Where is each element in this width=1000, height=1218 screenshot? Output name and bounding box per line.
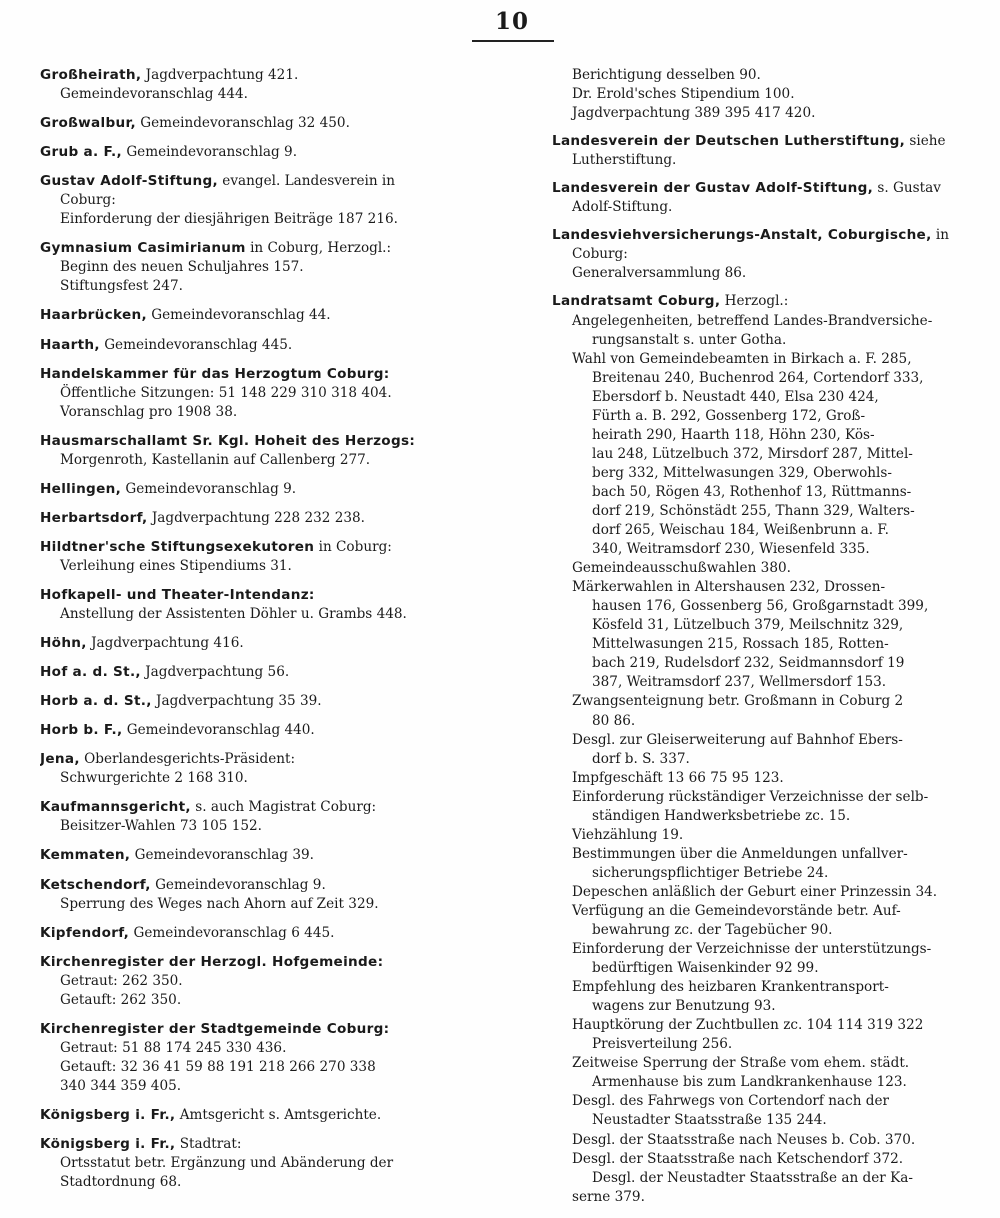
entry-sub-line: serne 379. xyxy=(572,1188,645,1205)
entry-headword: Kipfendorf, xyxy=(40,924,130,941)
index-entry xyxy=(40,1106,484,1125)
index-entry xyxy=(40,586,484,624)
entry-first-line xyxy=(552,292,992,311)
entry-first-line xyxy=(40,1020,484,1039)
entry-headword: Jena, xyxy=(40,751,80,768)
entry-sub-line: Schwurgerichte 2 168 310. xyxy=(60,770,248,787)
entry-text: siehe xyxy=(905,133,946,150)
entry-headword: Ketschendorf, xyxy=(40,876,151,893)
entry-headword: Königsberg i. Fr., xyxy=(40,1106,176,1123)
entry-sub-line: Fürth a. B. 292, Gossenberg 172, Groß- xyxy=(592,407,866,424)
entry-first-line xyxy=(40,306,484,325)
entry-sub-line: Neustadter Staatsstraße 135 244. xyxy=(592,1112,827,1129)
left-column xyxy=(40,66,484,1192)
entry-sub-line: Verleihung eines Stipendiums 31. xyxy=(60,557,292,574)
index-entry xyxy=(40,114,484,133)
entry-headword: Herbartsdorf, xyxy=(40,509,148,526)
entry-sub-line: dorf 265, Weischau 184, Weißenbrunn a. F. xyxy=(592,522,889,539)
entry-sub-line: bach 50, Rögen 43, Rothenhof 13, Rüttmanns- xyxy=(592,483,912,500)
entry-text: Oberlandesgerichts-Präsident: xyxy=(79,751,296,768)
entry-first-line xyxy=(40,172,484,191)
entry-first-line xyxy=(40,846,484,865)
entry-first-line xyxy=(40,876,484,895)
entry-sub-line: Einforderung der diesjährigen Beiträge 187 216. xyxy=(60,211,398,228)
entry-sub-line: Dr. Erold'sches Stipendium 100. xyxy=(572,86,795,103)
index-entry xyxy=(40,172,484,229)
entry-headword: Großwalbur, xyxy=(40,115,136,132)
entry-sub-line: 387, Weitramsdorf 237, Wellmersdorf 153. xyxy=(592,674,887,691)
entry-sub-line: Preisverteilung 256. xyxy=(592,1036,733,1053)
entry-sub-line: Beginn des neuen Schuljahres 157. xyxy=(60,259,304,276)
index-entry xyxy=(40,876,484,914)
entry-sub-line: Coburg: xyxy=(60,192,116,209)
entry-headword: Hellingen, xyxy=(40,480,122,497)
entry-text: Gemeindevoranschlag 440. xyxy=(122,722,315,739)
entry-text: s. auch Magistrat Coburg: xyxy=(190,799,377,816)
entry-sub-line: Desgl. der Staatsstraße nach Ketschendorf 372. xyxy=(572,1150,904,1167)
entry-first-line xyxy=(40,143,484,162)
entry-text: Jagdverpachtung 421. xyxy=(141,67,299,83)
entry-headword: Großheirath, xyxy=(40,67,142,83)
entry-headword: Hof a. d. St., xyxy=(40,664,141,681)
entry-first-line xyxy=(40,721,484,740)
right-column xyxy=(552,66,992,1207)
entry-sub-line: berg 332, Mittelwasungen 329, Oberwohls- xyxy=(592,464,892,481)
entry-sub-line: dorf 219, Schönstädt 255, Thann 329, Walters- xyxy=(592,502,915,519)
entry-sub-line: Desgl. der Staatsstraße nach Neuses b. Cob. 370. xyxy=(572,1131,916,1148)
entry-headword: Königsberg i. Fr., xyxy=(40,1136,176,1153)
index-entry xyxy=(40,480,484,499)
index-entry xyxy=(40,953,484,1010)
entry-headword: Kemmaten, xyxy=(40,847,131,864)
index-entry xyxy=(40,365,484,422)
index-entry xyxy=(40,66,484,104)
entry-sub-line: Anstellung der Assistenten Döhler u. Grambs 448. xyxy=(60,606,407,623)
entry-headword: Gymnasium Casimirianum xyxy=(40,240,246,257)
entry-sub-line: Bestimmungen über die Anmeldungen unfallver- xyxy=(572,845,908,862)
entry-sub-line: 340, Weitramsdorf 230, Wiesenfeld 335. xyxy=(592,541,870,558)
entry-headword: Handelskammer für das Herzogtum Coburg: xyxy=(40,365,390,382)
entry-sub-line: wagens zur Benutzung 93. xyxy=(592,998,776,1015)
entry-first-line xyxy=(40,953,484,972)
index-entry xyxy=(40,924,484,943)
entry-sub-line: Viehzählung 19. xyxy=(572,826,684,843)
entry-text: Gemeindevoranschlag 9. xyxy=(121,480,297,497)
entry-sub-line: Zeitweise Sperrung der Straße vom ehem. städt. xyxy=(572,1055,910,1072)
entry-sub-line: Ebersdorf b. Neustadt 440, Elsa 230 424, xyxy=(592,388,879,405)
entry-text: Jagdverpachtung 35 39. xyxy=(151,693,322,710)
entry-sub-line: Gemeindevoranschlag 444. xyxy=(60,86,248,103)
entry-first-line xyxy=(40,798,484,817)
entry-sub-line: Einforderung rückständiger Verzeichnisse der selb- xyxy=(572,788,929,805)
entry-sub-line: Voranschlag pro 1908 38. xyxy=(60,403,238,420)
entry-sub-line: sicherungspflichtiger Betriebe 24. xyxy=(592,864,829,881)
entry-sub-line: Breitenau 240, Buchenrod 264, Cortendorf 333, xyxy=(592,369,924,386)
entry-sub-line: Armenhause bis zum Landkrankenhause 123. xyxy=(592,1074,907,1091)
entry-sub-line: Stadtordnung 68. xyxy=(60,1174,182,1191)
entry-text: Gemeindevoranschlag 39. xyxy=(130,847,314,864)
entry-text: Stadtrat: xyxy=(175,1136,242,1153)
entry-sub-line: Getauft: 32 36 41 59 88 191 218 266 270 338 xyxy=(60,1058,376,1075)
entry-sub-line: heirath 290, Haarth 118, Höhn 230, Kös- xyxy=(592,426,875,443)
index-entry xyxy=(40,663,484,682)
entry-text: Amtsgericht s. Amtsgerichte. xyxy=(175,1106,382,1123)
index-entry xyxy=(40,750,484,788)
entry-sub-line: Getauft: 262 350. xyxy=(60,991,182,1008)
entry-sub-line: bedürftigen Waisenkinder 92 99. xyxy=(592,960,819,977)
entry-sub-line: Coburg: xyxy=(572,246,628,263)
entry-first-line xyxy=(40,66,484,85)
entry-first-line xyxy=(40,538,484,557)
index-entry xyxy=(40,634,484,653)
entry-headword: Horb b. F., xyxy=(40,722,123,739)
entry-sub-line: Empfehlung des heizbaren Krankentransport- xyxy=(572,979,889,996)
index-entry xyxy=(40,1135,484,1192)
index-entry xyxy=(40,306,484,325)
entry-sub-line: Desgl. des Fahrwegs von Cortendorf nach der xyxy=(572,1093,890,1110)
entry-sub-line: Einforderung der Verzeichnisse der unterstützungs- xyxy=(572,941,932,958)
entry-first-line xyxy=(40,432,484,451)
index-entry xyxy=(552,226,992,283)
entry-headword: Kirchenregister der Stadtgemeinde Coburg: xyxy=(40,1020,390,1037)
entry-text: Gemeindevoranschlag 9. xyxy=(150,876,326,893)
entry-headword: Landesverein der Deutschen Lutherstiftung, xyxy=(552,133,906,150)
entry-sub-line: Generalversammlung 86. xyxy=(572,265,747,282)
index-entry xyxy=(40,432,484,470)
entry-sub-line: 340 344 359 405. xyxy=(60,1077,182,1094)
entry-sub-line: dorf b. S. 337. xyxy=(592,750,690,767)
entry-headword: Hildtner'sche Stiftungsexekutoren xyxy=(40,538,315,555)
entry-headword: Kirchenregister der Herzogl. Hofgemeinde: xyxy=(40,953,384,970)
entry-text: in Coburg: xyxy=(314,538,392,555)
entry-sub-line: Mittelwasungen 215, Rossach 185, Rotten- xyxy=(592,636,889,653)
entry-sub-line: Hauptkörung der Zuchtbullen zc. 104 114 319 322 xyxy=(572,1017,924,1034)
index-entry xyxy=(40,846,484,865)
index-entry xyxy=(40,239,484,296)
entry-sub-line: Stiftungsfest 247. xyxy=(60,278,183,295)
entry-sub-line: Ortsstatut betr. Ergänzung und Abänderung der xyxy=(60,1155,394,1172)
entry-sub-line: Depeschen anläßlich der Geburt einer Prinzessin 34. xyxy=(572,883,938,900)
index-entry xyxy=(552,292,992,1206)
entry-sub-line: Berichtigung desselben 90. xyxy=(572,67,761,83)
entry-sub-line: hausen 176, Gossenberg 56, Großgarnstadt 399, xyxy=(592,598,929,615)
entry-text: Gemeindevoranschlag 9. xyxy=(122,144,298,161)
entry-sub-line: Getraut: 262 350. xyxy=(60,972,183,989)
index-entry xyxy=(552,132,992,170)
entry-text: Gemeindevoranschlag 6 445. xyxy=(129,924,335,941)
entry-text: Jagdverpachtung 56. xyxy=(140,664,290,681)
entry-sub-line: Wahl von Gemeindebeamten in Birkach a. F. 285, xyxy=(572,350,912,367)
index-entry xyxy=(40,336,484,355)
entry-sub-line: rungsanstalt s. unter Gotha. xyxy=(592,331,787,348)
entry-text: in xyxy=(931,227,949,244)
entry-sub-line: Gemeindeausschußwahlen 380. xyxy=(572,560,791,577)
index-entry xyxy=(40,538,484,576)
index-entry xyxy=(552,179,992,217)
entry-first-line xyxy=(552,179,992,198)
entry-first-line xyxy=(40,586,484,605)
entry-sub-line: Adolf-Stiftung. xyxy=(572,199,673,216)
entry-sub-line: Öffentliche Sitzungen: 51 148 229 310 318 404. xyxy=(60,384,392,401)
index-entry xyxy=(552,66,992,123)
entry-sub-line: Jagdverpachtung 389 395 417 420. xyxy=(572,105,816,122)
index-entry xyxy=(40,692,484,711)
entry-headword: Hofkapell- und Theater-Intendanz: xyxy=(40,586,315,603)
entry-sub-line: Sperrung des Weges nach Ahorn auf Zeit 329. xyxy=(60,895,379,912)
entry-text: Gemeindevoranschlag 32 450. xyxy=(135,115,350,132)
entry-headword: Gustav Adolf-Stiftung, xyxy=(40,173,218,190)
entry-first-line xyxy=(40,365,484,384)
entry-first-line xyxy=(40,924,484,943)
index-entry xyxy=(40,798,484,836)
index-entry xyxy=(40,509,484,528)
entry-text: Gemeindevoranschlag 44. xyxy=(146,307,331,324)
entry-sub-line: Verfügung an die Gemeindevorstände betr. Auf- xyxy=(572,902,901,919)
entry-sub-line: Zwangsenteignung betr. Großmann in Coburg 2 xyxy=(572,693,904,710)
entry-headword: Horb a. d. St., xyxy=(40,693,152,710)
entry-first-line xyxy=(40,336,484,355)
entry-first-line xyxy=(552,132,992,151)
index-entry xyxy=(40,721,484,740)
entry-headword: Hausmarschallamt Sr. Kgl. Hoheit des Herzogs: xyxy=(40,432,416,449)
entry-sub-line: Desgl. zur Gleiserweiterung auf Bahnhof Ebers- xyxy=(572,731,903,748)
entry-first-line xyxy=(40,663,484,682)
entry-text: in Coburg, Herzogl.: xyxy=(245,240,392,257)
entry-headword: Kaufmannsgericht, xyxy=(40,799,191,816)
entry-headword: Haarbrücken, xyxy=(40,307,147,324)
entry-sub-line: ständigen Handwerksbetriebe zc. 15. xyxy=(592,807,851,824)
entry-first-line xyxy=(40,509,484,528)
entry-sub-line: bewahrung zc. der Tagebücher 90. xyxy=(592,922,833,939)
entry-headword: Haarth, xyxy=(40,336,100,353)
entry-sub-line: Desgl. der Neustadter Staatsstraße an der Ka- xyxy=(592,1169,913,1186)
entry-headword: Grub a. F., xyxy=(40,144,122,161)
entry-text: s. Gustav xyxy=(873,180,941,197)
entry-text: evangel. Landesverein in xyxy=(217,173,396,190)
index-entry xyxy=(40,1020,484,1096)
entry-headword: Landratsamt Coburg, xyxy=(552,293,721,310)
entry-first-line xyxy=(40,114,484,133)
entry-sub-line: Morgenroth, Kastellanin auf Callenberg 277. xyxy=(60,451,371,468)
entry-text: Jagdverpachtung 228 232 238. xyxy=(147,509,365,526)
entry-headword: Landesverein der Gustav Adolf-Stiftung, xyxy=(552,180,874,197)
entry-first-line xyxy=(40,480,484,499)
entry-sub-line: Angelegenheiten, betreffend Landes-Brandversiche- xyxy=(572,312,933,329)
entry-text: Herzogl.: xyxy=(720,293,789,310)
entry-first-line xyxy=(40,1106,484,1125)
page-number: 10 xyxy=(494,8,529,35)
entry-first-line xyxy=(40,750,484,769)
entry-headword: Landesviehversicherungs-Anstalt, Coburgische, xyxy=(552,227,932,244)
entry-sub-line: Impfgeschäft 13 66 75 95 123. xyxy=(572,769,784,786)
entry-first-line xyxy=(552,226,992,245)
entry-sub-line: Märkerwahlen in Altershausen 232, Drossen- xyxy=(572,579,886,596)
entry-headword: Höhn, xyxy=(40,635,87,652)
entry-sub-line: Getraut: 51 88 174 245 330 436. xyxy=(60,1039,287,1056)
entry-sub-line: 80 86. xyxy=(592,712,636,729)
entry-first-line xyxy=(40,239,484,258)
entry-text: Jagdverpachtung 416. xyxy=(86,635,244,652)
entry-sub-line: Kösfeld 31, Lützelbuch 379, Meilschnitz 329, xyxy=(592,617,904,634)
entry-sub-line: bach 219, Rudelsdorf 232, Seidmannsdorf 19 xyxy=(592,655,905,672)
entry-first-line xyxy=(40,692,484,711)
entry-sub-line: Lutherstiftung. xyxy=(572,152,677,169)
entry-first-line xyxy=(40,634,484,653)
entry-first-line xyxy=(40,1135,484,1154)
entry-text: Gemeindevoranschlag 445. xyxy=(99,336,293,353)
index-entry xyxy=(40,143,484,162)
entry-sub-line: Beisitzer-Wahlen 73 105 152. xyxy=(60,818,262,835)
entry-sub-line: lau 248, Lützelbuch 372, Mirsdorf 287, Mittel- xyxy=(592,445,913,462)
page-number-rule xyxy=(472,40,554,42)
